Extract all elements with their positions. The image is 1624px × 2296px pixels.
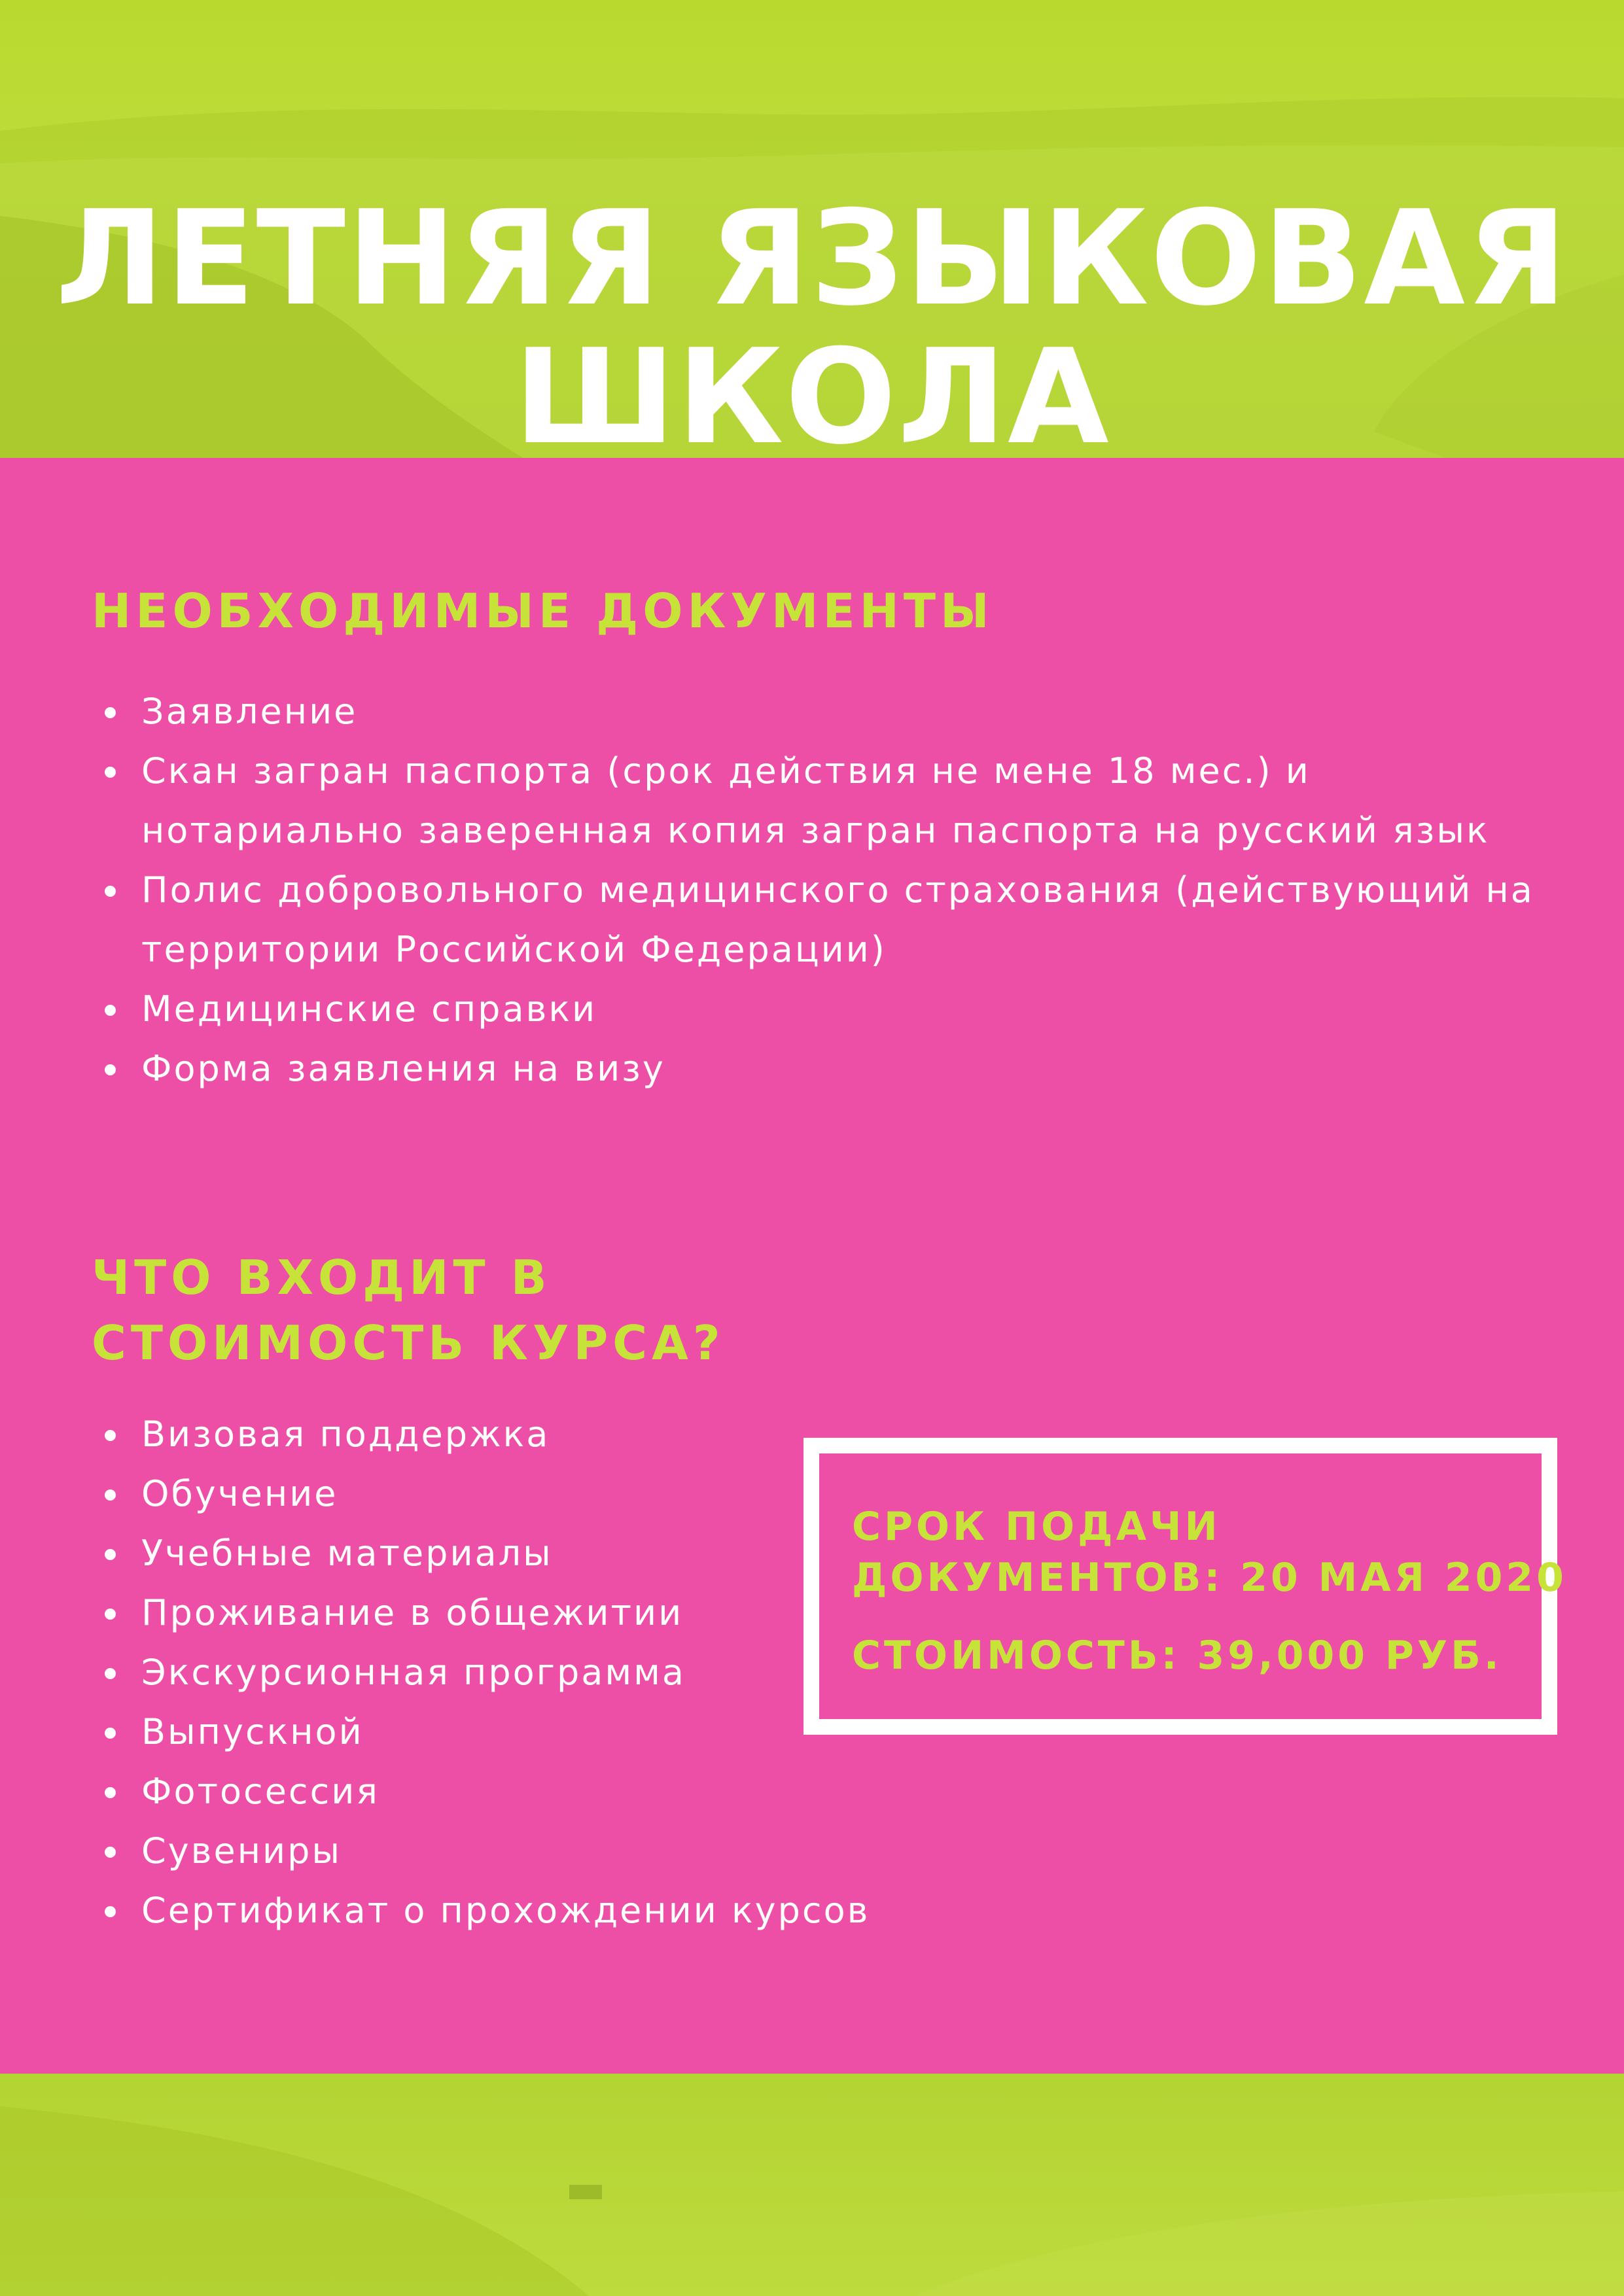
torn-edge-bottom — [0, 2034, 1624, 2087]
list-item: Экскурсионная программа — [92, 1643, 870, 1702]
price-text: СТОИМОСТЬ: 39,000 РУБ. — [852, 1633, 1502, 1679]
title-line: ЛЕТНЯЯ ЯЗЫКОВАЯ — [55, 183, 1569, 335]
list-item: Сертификат о прохождении курсов — [92, 1881, 870, 1940]
list-item: Фотосессия — [92, 1762, 870, 1821]
title-line: ШКОЛА — [514, 321, 1110, 474]
deadline-text: СРОК ПОДАЧИ ДОКУМЕНТОВ: 20 МАЯ 2020 — [852, 1504, 1567, 1601]
list-item: Выпускной — [92, 1702, 870, 1762]
list-item: Полис добровольного медицинского страхования (действующий на территории Российской Федерации) — [92, 860, 1534, 979]
list-item: Форма заявления на визу — [92, 1039, 1534, 1098]
page-title — [0, 183, 1624, 474]
list-item: Сувениры — [92, 1821, 870, 1881]
course-heading: ЧТО ВХОДИТ В СТОИМОСТЬ КУРСА? — [92, 1250, 725, 1370]
list-item: Заявление — [92, 682, 1534, 741]
list-item: Медицинские справки — [92, 979, 1534, 1039]
torn-edge-top — [0, 471, 1624, 517]
list-item: Проживание в общежитии — [92, 1583, 870, 1643]
documents-list — [92, 682, 1534, 1098]
list-item: Учебные материалы — [92, 1523, 870, 1583]
documents-heading: НЕОБХОДИМЫЕ ДОКУМЕНТЫ — [92, 583, 994, 638]
list-item: Обучение — [92, 1464, 870, 1523]
list-item: Скан загран паспорта (срок действия не мене 18 мес.) и нотариально заверенная копия загран паспорта на русский язык — [92, 741, 1534, 860]
list-item: Визовая поддержка — [92, 1404, 870, 1464]
course-list — [92, 1404, 870, 1940]
